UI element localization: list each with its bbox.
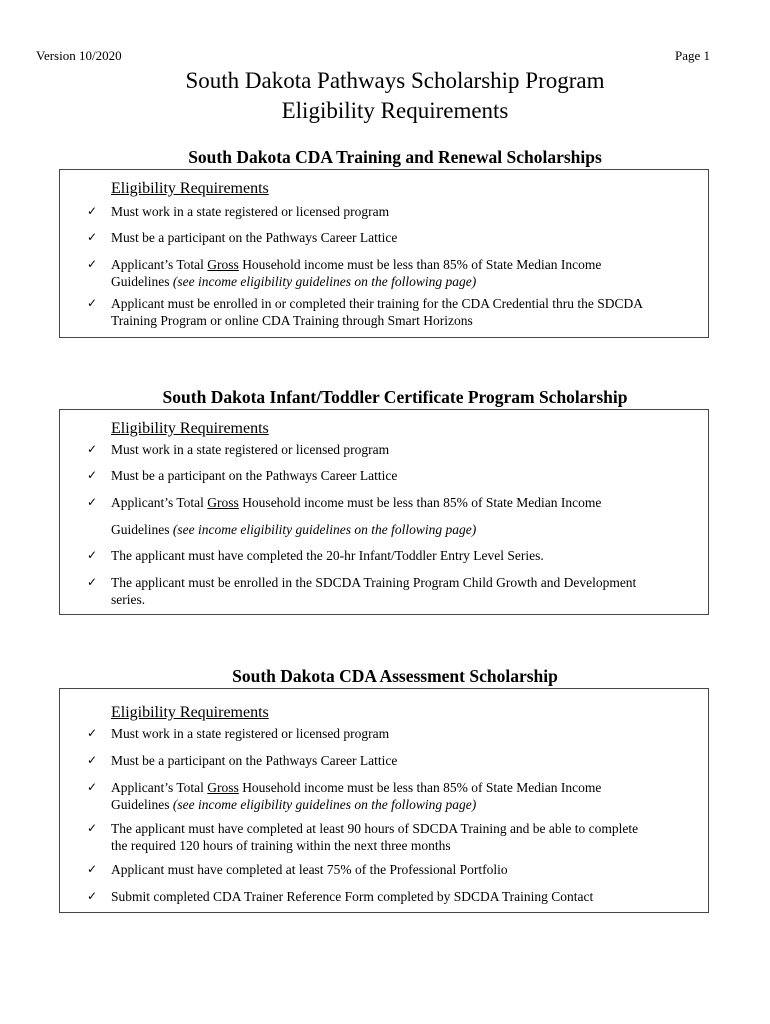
checkmark-icon: ✓	[87, 821, 98, 835]
title-line-1: South Dakota Pathways Scholarship Program	[185, 68, 605, 93]
checkmark-icon: ✓	[87, 889, 98, 903]
checkmark-icon: ✓	[87, 257, 98, 271]
checkmark-icon: ✓	[87, 780, 98, 794]
checkmark-icon: ✓	[87, 495, 98, 509]
eligibility-heading: Eligibility Requirements	[111, 704, 269, 721]
eligibility-heading: Eligibility Requirements	[111, 180, 269, 197]
checkmark-icon: ✓	[87, 548, 98, 562]
checkmark-icon: ✓	[87, 230, 98, 244]
checkmark-icon: ✓	[87, 753, 98, 767]
checkmark-icon: ✓	[87, 862, 98, 876]
title-line-2: Eligibility Requirements	[281, 98, 509, 123]
item-text: Must be a participant on the Pathways Career Lattice	[111, 468, 398, 483]
item-text: Applicant’s Total Gross Household income must be less than 85% of State Median Income Guidelines (see income eligibility guidelines on the following page)	[111, 257, 602, 289]
item-text: Applicant’s Total Gross Household income must be less than 85% of State Median Income Guidelines (see income eligibility guidelines on the following page)	[111, 495, 602, 537]
checkmark-icon: ✓	[87, 575, 98, 589]
section-box-cda-assessment	[59, 688, 709, 913]
checkmark-icon: ✓	[87, 726, 98, 740]
item-text: Submit completed CDA Trainer Reference Form completed by SDCDA Training Contact	[111, 889, 594, 904]
section-box-cda-training	[59, 169, 709, 338]
eligibility-heading: Eligibility Requirements	[111, 420, 269, 437]
item-text: Must be a participant on the Pathways Career Lattice	[111, 753, 398, 768]
item-text: Must work in a state registered or licensed program	[111, 726, 390, 741]
page-title	[0, 66, 770, 126]
item-text: Must be a participant on the Pathways Career Lattice	[111, 230, 398, 245]
checkmark-icon: ✓	[87, 442, 98, 456]
checkmark-icon: ✓	[87, 468, 98, 482]
item-text: Applicant’s Total Gross Household income must be less than 85% of State Median Income Guidelines (see income eligibility guidelines on the following page)	[111, 780, 602, 812]
item-text: Must work in a state registered or licensed program	[111, 204, 390, 219]
checkmark-icon: ✓	[87, 296, 98, 310]
section-title-infant-toddler: South Dakota Infant/Toddler Certificate Program Scholarship	[162, 387, 628, 407]
item-text: Applicant must be enrolled in or completed their training for the CDA Credential thru the SDCDA Training Program or online CDA Training through Smart Horizons	[111, 296, 644, 328]
section-title-cda-assessment: South Dakota CDA Assessment Scholarship	[232, 666, 558, 686]
page-number: Page 1	[674, 48, 710, 63]
section-title-cda-training: South Dakota CDA Training and Renewal Scholarships	[188, 147, 602, 167]
section-box-infant-toddler	[59, 409, 709, 615]
item-text: The applicant must have completed the 20-hr Infant/Toddler Entry Level Series.	[111, 548, 544, 563]
item-text: Applicant must have completed at least 75% of the Professional Portfolio	[111, 862, 508, 877]
checkmark-icon: ✓	[87, 204, 98, 218]
version-label: Version 10/2020	[36, 48, 122, 63]
item-text: The applicant must be enrolled in the SDCDA Training Program Child Growth and Development series.	[111, 575, 637, 607]
item-text: Must work in a state registered or licensed program	[111, 442, 390, 457]
item-text: The applicant must have completed at least 90 hours of SDCDA Training and be able to complete the required 120 hours of training within the next three months	[111, 821, 639, 853]
